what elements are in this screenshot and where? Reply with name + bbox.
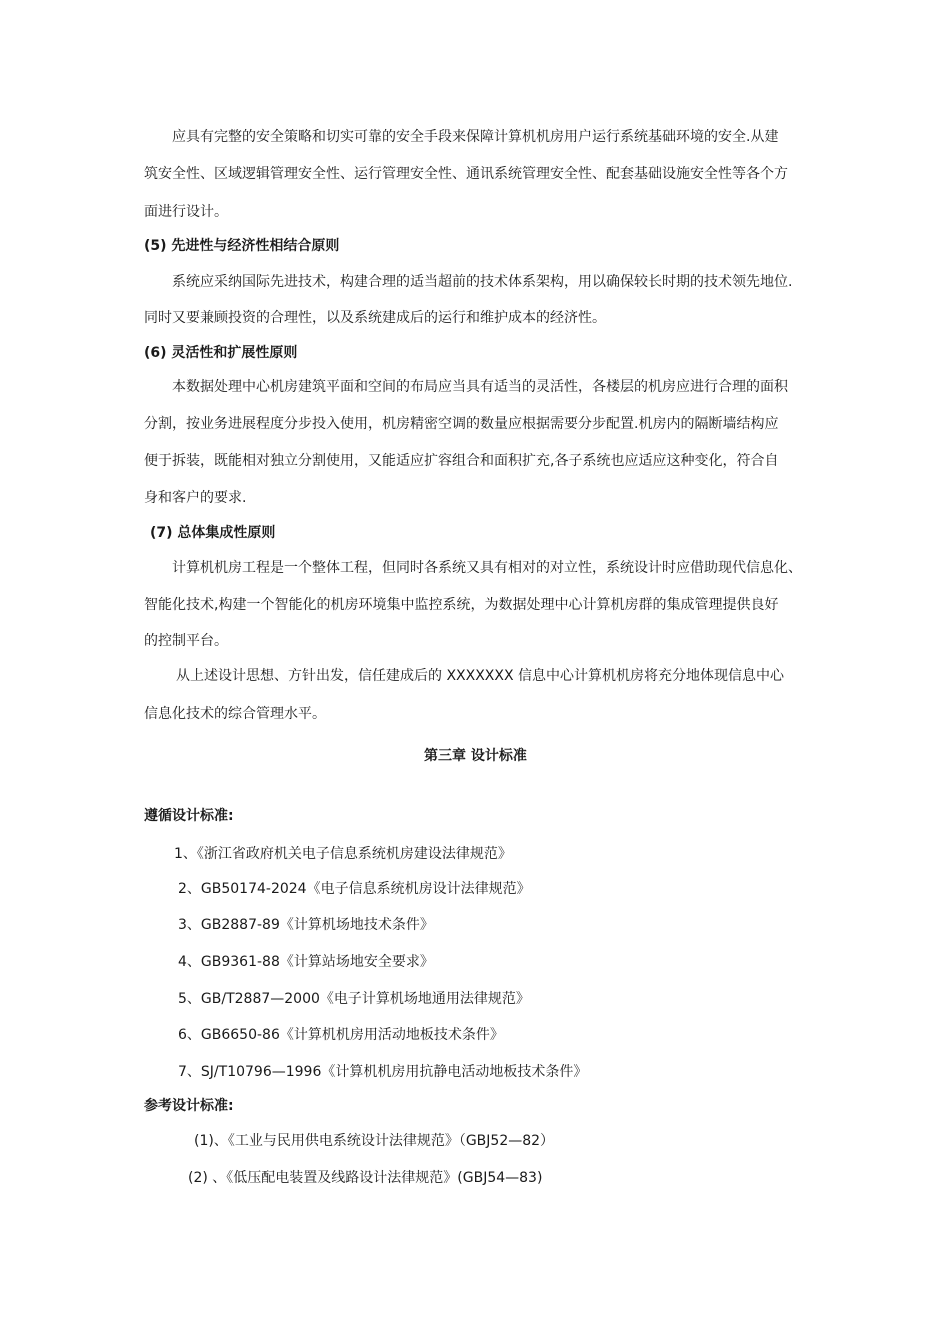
integration-paragraph-line-2: 智能化技术,构建一个智能化的机房环境集中监控系统，为数据处理中心计算机房群的集成管理提供良好 bbox=[144, 597, 779, 613]
follow-standard-item: 1、《浙江省政府机关电子信息系统机房建设法律规范》 bbox=[174, 846, 512, 862]
follow-standard-item: 7、SJ/T10796—1996《计算机机房用抗静电活动地板技术条件》 bbox=[178, 1064, 588, 1080]
security-paragraph-line-3: 面进行设计。 bbox=[144, 204, 228, 220]
flexibility-paragraph-line-1: 本数据处理中心机房建筑平面和空间的布局应当具有适当的灵活性，各楼层的机房应进行合理的面积 bbox=[172, 379, 788, 395]
security-paragraph-line-1: 应具有完整的安全策略和切实可靠的安全手段来保障计算机机房用户运行系统基础环境的安全.从建 bbox=[172, 129, 779, 145]
follow-standard-item: 5、GB/T2887—2000《电子计算机场地通用法律规范》 bbox=[178, 991, 530, 1007]
flexibility-paragraph-line-3: 便于拆装，既能相对独立分割使用，又能适应扩容组合和面积扩充,各子系统也应适应这种变化，符合自 bbox=[144, 453, 779, 469]
chapter-title: 第三章 设计标准 bbox=[424, 748, 527, 764]
follow-standards-heading: 遵循设计标准: bbox=[144, 808, 234, 824]
follow-standard-item: 3、GB2887-89《计算机场地技术条件》 bbox=[178, 917, 434, 933]
summary-paragraph-line-1: 从上述设计思想、方针出发，信任建成后的 XXXXXXX 信息中心计算机机房将充分地体现信息中心 bbox=[176, 668, 785, 684]
follow-standard-item: 2、GB50174-2024《电子信息系统机房设计法律规范》 bbox=[178, 881, 531, 897]
advanced-paragraph-line-2: 同时又要兼顾投资的合理性，以及系统建成后的运行和维护成本的经济性。 bbox=[144, 310, 606, 326]
security-paragraph-line-2: 筑安全性、区域逻辑管理安全性、运行管理安全性、通讯系统管理安全性、配套基础设施安全性等各个方 bbox=[144, 166, 788, 182]
heading-advanced-economic: (5) 先进性与经济性相结合原则 bbox=[144, 238, 340, 254]
reference-standard-item: (1)、《工业与民用供电系统设计法律规范》（GBJ52—82） bbox=[194, 1133, 555, 1149]
heading-integration: (7) 总体集成性原则 bbox=[150, 525, 276, 541]
integration-paragraph-line-1: 计算机机房工程是一个整体工程，但同时各系统又具有相对的对立性，系统设计时应借助现代信息化、 bbox=[172, 560, 802, 576]
heading-flexibility: (6) 灵活性和扩展性原则 bbox=[144, 345, 298, 361]
reference-standards-heading: 参考设计标准: bbox=[144, 1098, 234, 1114]
summary-paragraph-line-2: 信息化技术的综合管理水平。 bbox=[144, 706, 326, 722]
flexibility-paragraph-line-2: 分割，按业务进展程度分步投入使用，机房精密空调的数量应根据需要分步配置.机房内的隔断墙结构应 bbox=[144, 416, 779, 432]
integration-paragraph-line-3: 的控制平台。 bbox=[144, 633, 228, 649]
follow-standard-item: 4、GB9361-88《计算站场地安全要求》 bbox=[178, 954, 434, 970]
reference-standard-item: (2) 、《低压配电装置及线路设计法律规范》(GBJ54—83) bbox=[188, 1170, 543, 1186]
flexibility-paragraph-line-4: 身和客户的要求. bbox=[144, 490, 247, 506]
follow-standard-item: 6、GB6650-86《计算机机房用活动地板技术条件》 bbox=[178, 1027, 504, 1043]
advanced-paragraph-line-1: 系统应采纳国际先进技术，构建合理的适当超前的技术体系架构，用以确保较长时期的技术领先地位. bbox=[172, 274, 793, 290]
